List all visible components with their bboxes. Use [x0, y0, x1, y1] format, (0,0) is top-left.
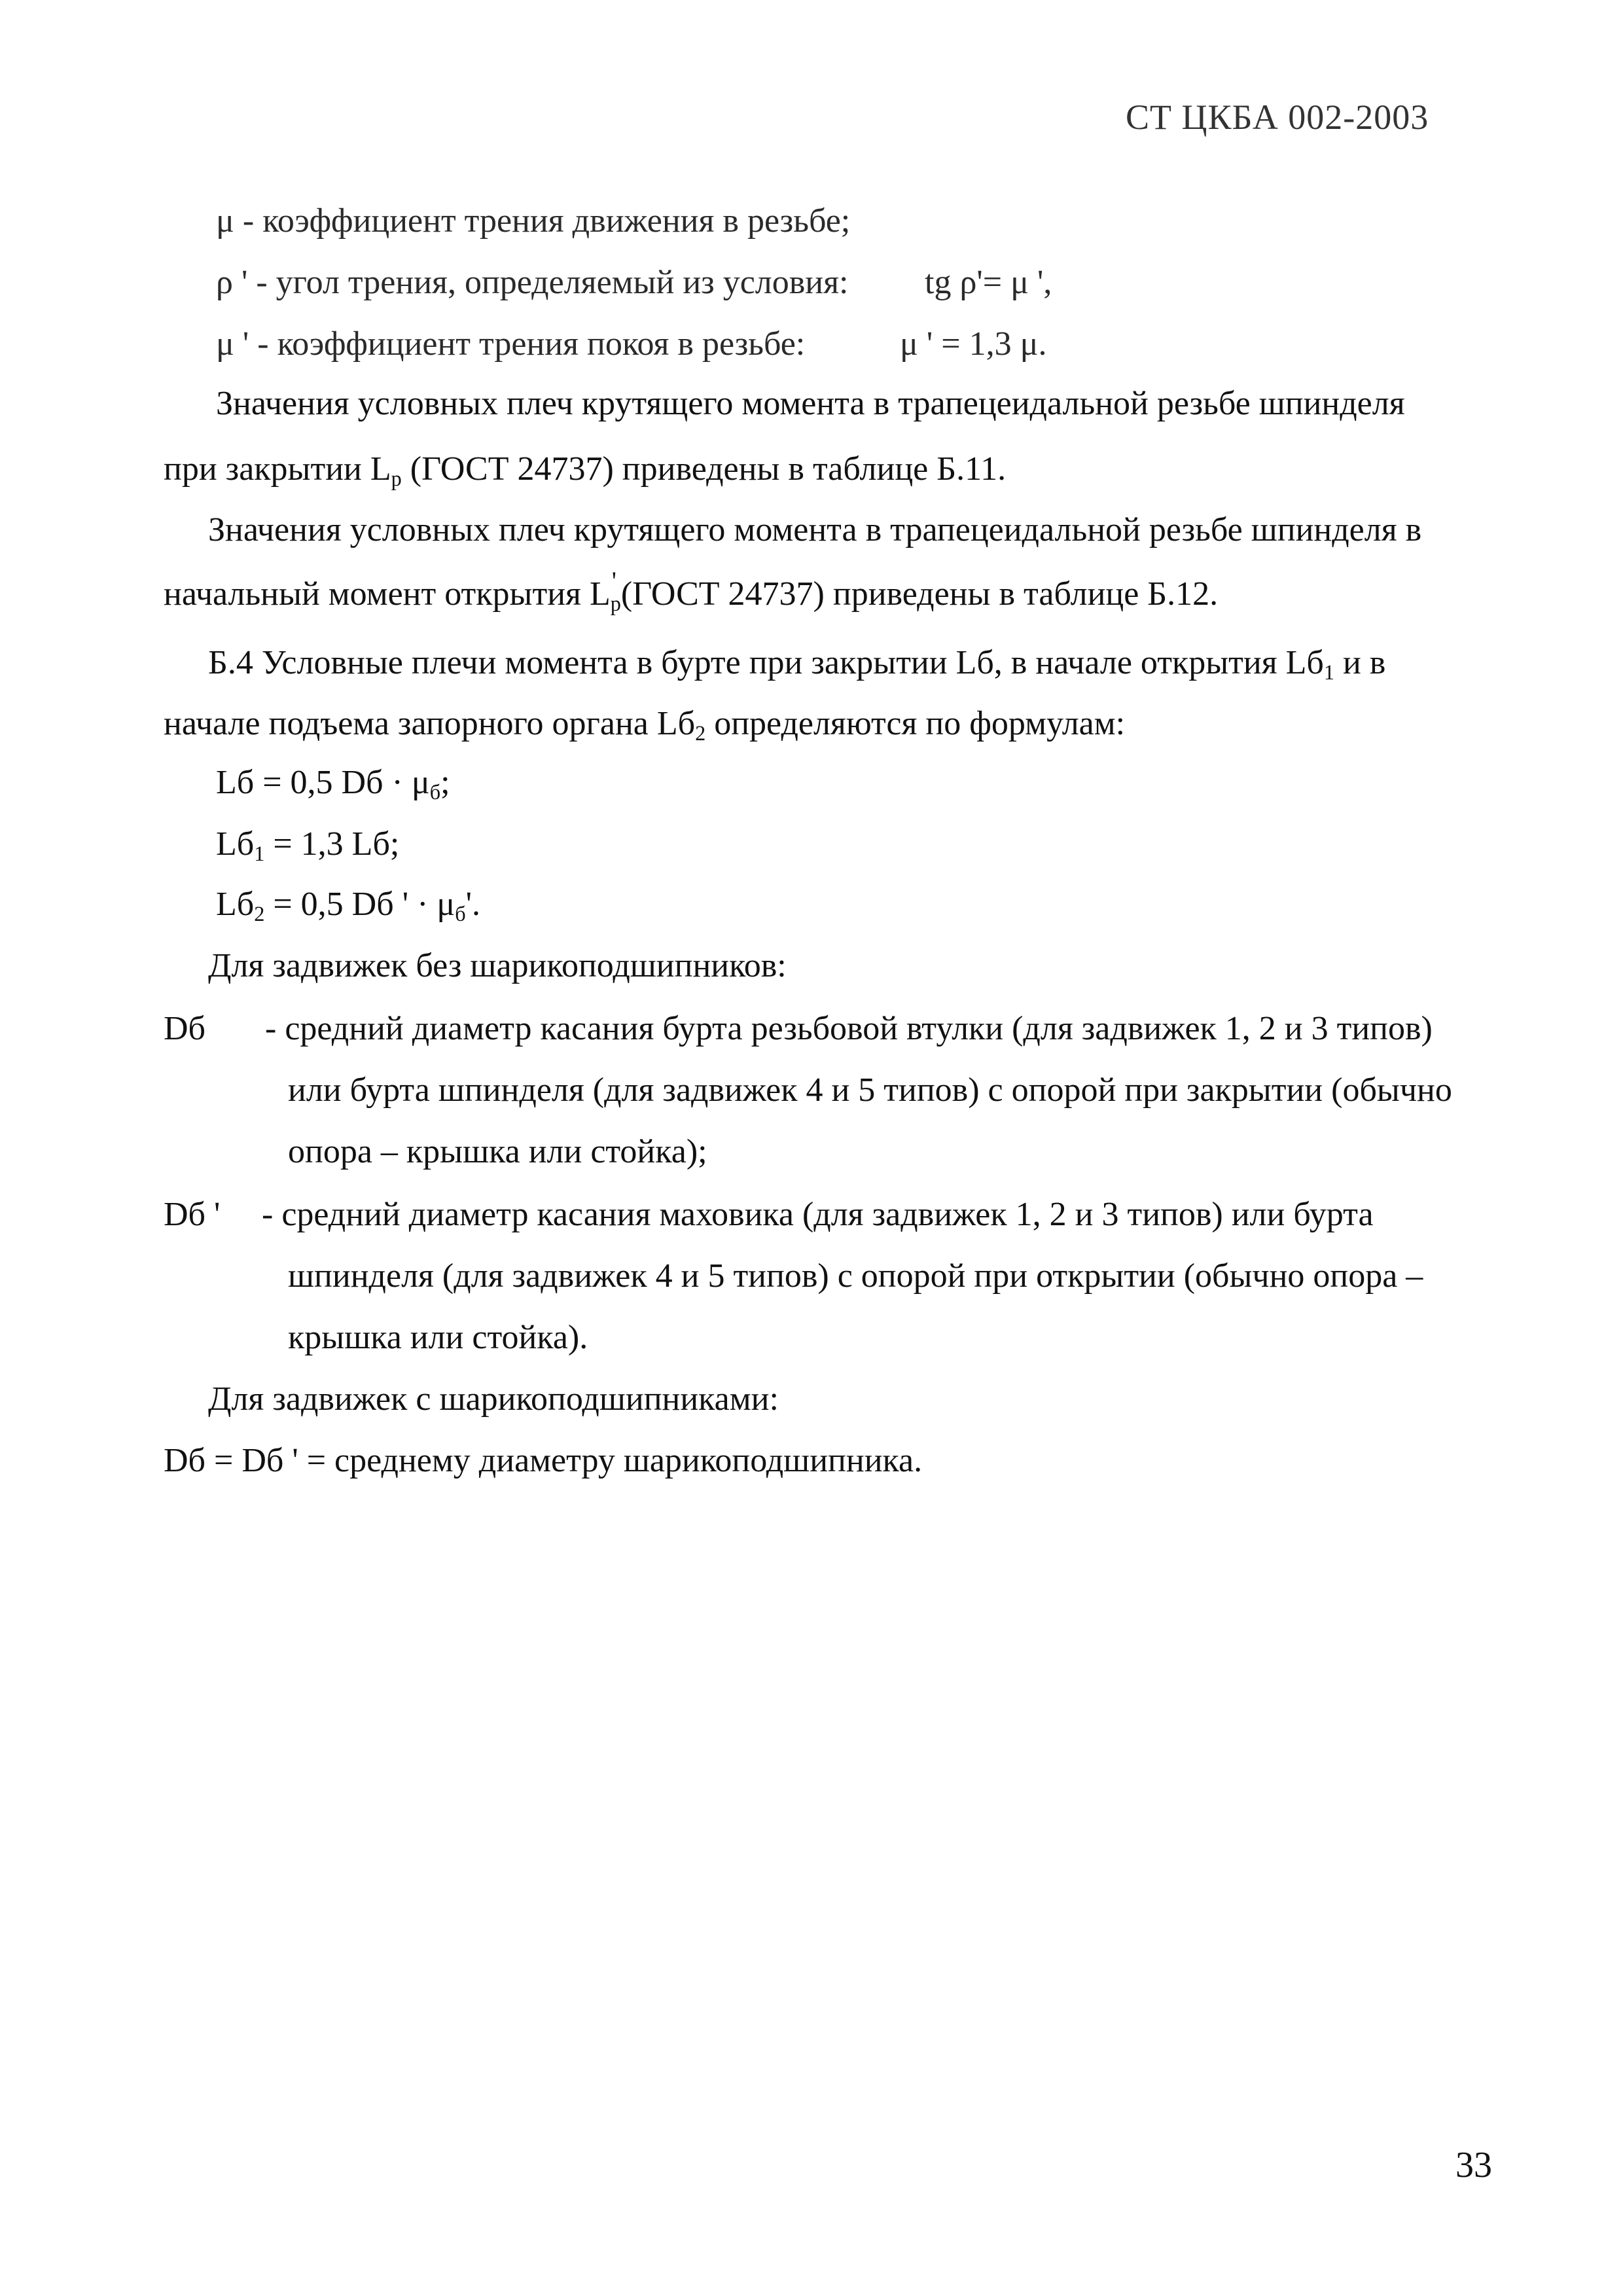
- paragraph-1-line-1: Значения условных плеч крутящего момента в трапецеидальной резьбе шпинделя: [216, 385, 1405, 422]
- definition-db-line-2: или бурта шпинделя (для задвижек 4 и 5 типов) с опорой при закрытии (обычно: [288, 1071, 1452, 1109]
- definition-rho: ρ ' - угол трения, определяемый из условия:: [216, 264, 849, 301]
- formula-lb: Lб = 0,5 Dб · $\mu_б$;: [216, 764, 450, 804]
- page-number: 33: [1455, 2145, 1492, 2185]
- paragraph-2-line-2: начальный момент открытия L ' $_р$(ГОСТ 24737) приведены в таблице Б.12.: [164, 566, 1219, 616]
- document-code-header: СТ ЦКБА 002-2003: [1126, 98, 1429, 137]
- definition-db-line-3: опора – крышка или стойка);: [288, 1133, 707, 1170]
- formula-lb1: $Lб_1 = 1,3$ Lб;: [216, 825, 400, 866]
- with-bearings-equation: Dб = Dб ' = среднему диаметру шарикоподшипника.: [164, 1442, 923, 1479]
- definition-db-prime-line-1: - средний диаметр касания маховика (для задвижек 1, 2 и 3 типов) или бурта: [262, 1196, 1374, 1233]
- definition-mu: μ - коэффициент трения движения в резьбе;: [216, 202, 851, 240]
- formula-mu-prime: μ ' = 1,3 μ.: [900, 325, 1047, 363]
- formula-rho: tg ρ'= μ ',: [925, 264, 1052, 301]
- heading-with-bearings: Для задвижек с шарикоподшипниками:: [208, 1380, 779, 1418]
- definition-db-line-1: - средний диаметр касания бурта резьбовой втулки (для задвижек 1, 2 и 3 типов): [265, 1010, 1433, 1047]
- definition-db-prime-line-3: крышка или стойка).: [288, 1319, 588, 1356]
- paragraph-2-line-1: Значения условных плеч крутящего момента в трапецеидальной резьбе шпинделя в: [208, 511, 1422, 548]
- term-db-prime: Dб ': [164, 1196, 221, 1233]
- heading-no-bearings: Для задвижек без шарикоподшипников:: [208, 947, 787, 984]
- section-b4-line-2: начале подъема запорного органа $Lб_2$ определяются по формулам:: [164, 705, 1126, 745]
- section-b4-line-1: Б.4 Условные плечи момента в бурте при закрытии Lб, в начале открытия $Lб_1$ и в: [208, 644, 1386, 685]
- definition-db-prime-line-2: шпинделя (для задвижек 4 и 5 типов) с опорой при открытии (обычно опора –: [288, 1257, 1423, 1295]
- formula-lb2: $Lб_2 = 0,5$ Dб ' · $\mu_б'$.: [216, 886, 481, 926]
- term-db: Dб: [164, 1010, 206, 1047]
- definition-mu-prime: μ ' - коэффициент трения покоя в резьбе:: [216, 325, 806, 363]
- paragraph-1-line-2: при закрытии $L_р$ (ГОСТ 24737) приведены в таблице Б.11.: [164, 450, 1007, 491]
